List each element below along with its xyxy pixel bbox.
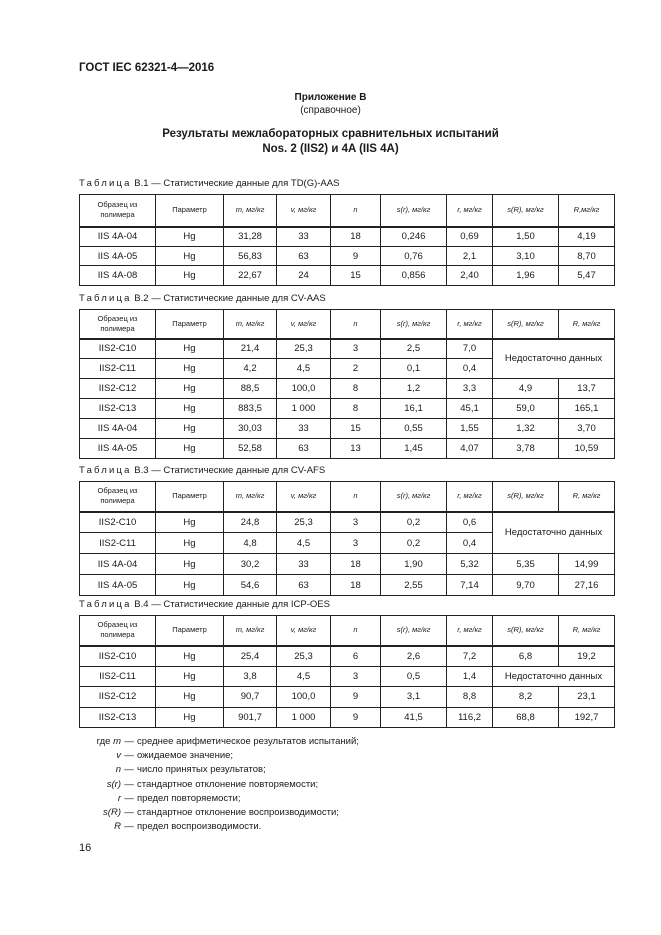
- cell: 3: [331, 533, 381, 554]
- cell: 25,3: [277, 339, 331, 359]
- col-header-sR: s(R), мг/кг: [493, 310, 559, 339]
- cell: 0,6: [447, 512, 493, 533]
- cell: 4,5: [277, 666, 331, 687]
- cell: 8: [331, 379, 381, 399]
- cell: 0,2: [381, 512, 447, 533]
- cell: 5,32: [447, 554, 493, 575]
- cell: 2: [331, 359, 381, 379]
- table-header-row: [80, 310, 615, 339]
- cell: 4,19: [559, 227, 615, 247]
- col-header-n: n: [331, 310, 381, 339]
- cell: 18: [331, 227, 381, 247]
- legend-symbol: v: [116, 750, 121, 762]
- cell: 4,9: [493, 379, 559, 399]
- cell: IIS2-C11: [80, 359, 156, 379]
- cell: Hg: [156, 687, 224, 708]
- col-header-parameter: Параметр: [156, 482, 224, 512]
- cell: 0,5: [381, 666, 447, 687]
- cell: 7,0: [447, 339, 493, 359]
- cell: 7,14: [447, 575, 493, 596]
- table-row: [80, 339, 615, 359]
- cell: 1,4: [447, 666, 493, 687]
- table-row: [80, 419, 615, 439]
- legend-symbol: R: [114, 821, 121, 833]
- legend-symbol: s(R): [103, 807, 121, 819]
- cell: 1,96: [493, 266, 559, 286]
- col-header-v: v, мг/кг: [277, 616, 331, 646]
- cell: 165,1: [559, 399, 615, 419]
- cell: 1,55: [447, 419, 493, 439]
- cell: IIS 4A-05: [80, 439, 156, 459]
- cell: 15: [331, 266, 381, 286]
- cell: 59,0: [493, 399, 559, 419]
- cell: 30,03: [224, 419, 277, 439]
- col-header-r: r, мг/кг: [447, 482, 493, 512]
- cell: 9,70: [493, 575, 559, 596]
- cell: 4,8: [224, 533, 277, 554]
- cell: 3,1: [381, 687, 447, 708]
- cell: 3,3: [447, 379, 493, 399]
- legend-item: [79, 820, 359, 834]
- cell: IIS2-C11: [80, 533, 156, 554]
- table-row: [80, 246, 615, 266]
- cell: 0,76: [381, 246, 447, 266]
- cell: 9: [331, 687, 381, 708]
- legend-text: предел повторяемости;: [137, 792, 241, 804]
- cell: 2,55: [381, 575, 447, 596]
- legend-text: стандартное отклонение воспроизводимости;: [137, 807, 339, 819]
- table-row: [80, 666, 615, 687]
- cell: 100,0: [277, 687, 331, 708]
- table-row: [80, 266, 615, 286]
- cell: 0,246: [381, 227, 447, 247]
- cell: 0,4: [447, 533, 493, 554]
- cell: 1,32: [493, 419, 559, 439]
- col-header-r: r, мг/кг: [447, 310, 493, 339]
- cell: 901,7: [224, 707, 277, 728]
- legend-text: среднее арифметическое результатов испытаний;: [137, 736, 359, 747]
- cell: 5,47: [559, 266, 615, 286]
- cell: 4,2: [224, 359, 277, 379]
- table-caption-b1: Таблица В.1 — Статистические данные для TD(G)-AAS: [79, 178, 340, 189]
- cell: 1,45: [381, 439, 447, 459]
- cell: 4,5: [277, 359, 331, 379]
- col-header-v: v, мг/кг: [277, 195, 331, 227]
- table-row: [80, 439, 615, 459]
- cell: 16,1: [381, 399, 447, 419]
- table-caption-b2: Таблица В.2 — Статистические данные для CV-AAS: [79, 293, 326, 304]
- cell: 8,70: [559, 246, 615, 266]
- cell: 90,7: [224, 687, 277, 708]
- col-header-n: n: [331, 482, 381, 512]
- cell: 2,40: [447, 266, 493, 286]
- cell: 13: [331, 439, 381, 459]
- cell: 30,2: [224, 554, 277, 575]
- legend-dash: —: [124, 764, 134, 776]
- cell: 22,67: [224, 266, 277, 286]
- legend-item: [79, 792, 359, 806]
- cell: 18: [331, 575, 381, 596]
- col-header-sR: s(R), мг/кг: [493, 616, 559, 646]
- standard-number: ГОСТ IEC 62321-4—2016: [79, 62, 215, 74]
- col-header-m: m, мг/кг: [224, 616, 277, 646]
- annex-note: (справочное): [300, 105, 361, 116]
- cell: Hg: [156, 575, 224, 596]
- legend-symbol: где m: [96, 736, 121, 747]
- col-header-v: v, мг/кг: [277, 482, 331, 512]
- cell: IIS 4A-04: [80, 227, 156, 247]
- cell: IIS2-C12: [80, 687, 156, 708]
- col-header-R: R, мг/кг: [559, 616, 615, 646]
- cell: Hg: [156, 266, 224, 286]
- cell: IIS2-C10: [80, 512, 156, 533]
- col-header-parameter: Параметр: [156, 310, 224, 339]
- legend-item: [79, 735, 359, 749]
- legend-dash: —: [124, 792, 134, 804]
- col-header-r: r, мг/кг: [447, 616, 493, 646]
- cell: Hg: [156, 339, 224, 359]
- cell: Hg: [156, 419, 224, 439]
- cell: 0,856: [381, 266, 447, 286]
- table-header-row: [80, 616, 615, 646]
- cell: Hg: [156, 359, 224, 379]
- cell: 8,2: [493, 687, 559, 708]
- cell: 25,3: [277, 512, 331, 533]
- col-header-sr: s(r), мг/кг: [381, 195, 447, 227]
- cell: 6,8: [493, 646, 559, 667]
- cell: IIS 4A-05: [80, 575, 156, 596]
- table-row: [80, 554, 615, 575]
- table-b3: [79, 481, 615, 596]
- legend-symbol: s(r): [106, 778, 121, 790]
- cell: Hg: [156, 707, 224, 728]
- legend-text: предел воспроизводимости.: [137, 821, 262, 833]
- legend-dash: —: [124, 736, 134, 747]
- cell: 4,07: [447, 439, 493, 459]
- col-header-n: n: [331, 195, 381, 227]
- table-row: [80, 379, 615, 399]
- cell: 13,7: [559, 379, 615, 399]
- legend-text: число принятых результатов;: [137, 764, 266, 776]
- cell: 2,1: [447, 246, 493, 266]
- cell: Hg: [156, 512, 224, 533]
- cell: 0,1: [381, 359, 447, 379]
- cell: 1,50: [493, 227, 559, 247]
- table-row: [80, 575, 615, 596]
- col-header-sample: Образец из полимера: [80, 310, 156, 339]
- col-header-sr: s(r), мг/кг: [381, 310, 447, 339]
- cell: 0,69: [447, 227, 493, 247]
- cell: 25,4: [224, 646, 277, 667]
- cell: IIS2-C12: [80, 379, 156, 399]
- cell: 5,35: [493, 554, 559, 575]
- cell: 0,55: [381, 419, 447, 439]
- cell: Hg: [156, 227, 224, 247]
- legend-item: [79, 778, 359, 792]
- col-header-r: r, мг/кг: [447, 195, 493, 227]
- col-header-m: m, мг/кг: [224, 195, 277, 227]
- cell: 4,5: [277, 533, 331, 554]
- cell: 10,59: [559, 439, 615, 459]
- cell: 24,8: [224, 512, 277, 533]
- cell: Hg: [156, 533, 224, 554]
- cell: 45,1: [447, 399, 493, 419]
- cell: 27,16: [559, 575, 615, 596]
- cell: 25,3: [277, 646, 331, 667]
- legend-item: [79, 763, 359, 777]
- cell: Hg: [156, 379, 224, 399]
- cell: 1,90: [381, 554, 447, 575]
- cell: 1 000: [277, 399, 331, 419]
- cell: 2,5: [381, 339, 447, 359]
- table-caption-b4: Таблица В.4 — Статистические данные для ICP-OES: [79, 599, 330, 610]
- cell: 19,2: [559, 646, 615, 667]
- cell: 7,2: [447, 646, 493, 667]
- cell: 1 000: [277, 707, 331, 728]
- cell: 1,2: [381, 379, 447, 399]
- cell: Hg: [156, 646, 224, 667]
- col-header-m: m, мг/кг: [224, 310, 277, 339]
- col-header-sample: Образец из полимера: [80, 616, 156, 646]
- cell: 63: [277, 246, 331, 266]
- legend-symbol: n: [115, 764, 121, 776]
- cell: 18: [331, 554, 381, 575]
- cell: 9: [331, 707, 381, 728]
- cell: 33: [277, 554, 331, 575]
- cell: IIS2-C13: [80, 707, 156, 728]
- cell: 0,4: [447, 359, 493, 379]
- cell: 33: [277, 419, 331, 439]
- legend-dash: —: [124, 821, 134, 833]
- table-header-row: [80, 195, 615, 227]
- cell: 9: [331, 246, 381, 266]
- cell: 23,1: [559, 687, 615, 708]
- section-heading-line1: Результаты межлабораторных сравнительных испытаний: [162, 128, 499, 140]
- cell: 3,78: [493, 439, 559, 459]
- cell: 54,6: [224, 575, 277, 596]
- table-row: [80, 227, 615, 247]
- col-header-sample: Образец из полимера: [80, 482, 156, 512]
- cell: IIS2-C11: [80, 666, 156, 687]
- legend-symbol: r: [117, 792, 121, 804]
- cell: 63: [277, 439, 331, 459]
- cell: Hg: [156, 399, 224, 419]
- col-header-R: R, мг/кг: [559, 310, 615, 339]
- legend-item: [79, 806, 359, 820]
- cell: 883,5: [224, 399, 277, 419]
- cell: 8,8: [447, 687, 493, 708]
- col-header-sr: s(r), мг/кг: [381, 616, 447, 646]
- cell: 3: [331, 666, 381, 687]
- cell: IIS 4A-04: [80, 554, 156, 575]
- col-header-sr: s(r), мг/кг: [381, 482, 447, 512]
- insufficient-data-cell: Недостаточно данных: [493, 512, 615, 554]
- cell: IIS2-C13: [80, 399, 156, 419]
- legend-text: стандартное отклонение повторяемости;: [137, 778, 319, 790]
- col-header-sR: s(R), мг/кг: [493, 195, 559, 227]
- cell: 2,6: [381, 646, 447, 667]
- table-row: [80, 399, 615, 419]
- legend-dash: —: [124, 778, 134, 790]
- cell: 52,58: [224, 439, 277, 459]
- table-header-row: [80, 482, 615, 512]
- table-b1: [79, 194, 615, 286]
- legend-item: [79, 749, 359, 763]
- cell: 0,2: [381, 533, 447, 554]
- page-number: 16: [79, 842, 92, 854]
- cell: 88,5: [224, 379, 277, 399]
- cell: IIS 4A-05: [80, 246, 156, 266]
- table-b2: [79, 309, 615, 459]
- cell: 56,83: [224, 246, 277, 266]
- cell: 63: [277, 575, 331, 596]
- col-header-R: R, мг/кг: [559, 482, 615, 512]
- legend-text: ожидаемое значение;: [137, 750, 234, 762]
- col-header-R: R,мг/кг: [559, 195, 615, 227]
- col-header-parameter: Параметр: [156, 616, 224, 646]
- annex-title: Приложение В: [294, 92, 367, 103]
- table-row: [80, 687, 615, 708]
- table-b4: [79, 615, 615, 728]
- col-header-v: v, мг/кг: [277, 310, 331, 339]
- cell: 3,70: [559, 419, 615, 439]
- table-row: [80, 512, 615, 533]
- cell: IIS2-C10: [80, 339, 156, 359]
- cell: 21,4: [224, 339, 277, 359]
- table-caption-b3: Таблица В.3 — Статистические данные для CV-AFS: [79, 465, 326, 476]
- cell: 41,5: [381, 707, 447, 728]
- col-header-sample: Образец из полимера: [80, 195, 156, 227]
- cell: Hg: [156, 666, 224, 687]
- cell: 15: [331, 419, 381, 439]
- col-header-m: m, мг/кг: [224, 482, 277, 512]
- col-header-parameter: Параметр: [156, 195, 224, 227]
- cell: 192,7: [559, 707, 615, 728]
- col-header-n: n: [331, 616, 381, 646]
- cell: IIS 4A-04: [80, 419, 156, 439]
- cell: IIS2-C10: [80, 646, 156, 667]
- table-row: [80, 646, 615, 667]
- cell: 24: [277, 266, 331, 286]
- cell: Hg: [156, 554, 224, 575]
- col-header-sR: s(R), мг/кг: [493, 482, 559, 512]
- cell: 31,28: [224, 227, 277, 247]
- cell: 68,8: [493, 707, 559, 728]
- legend-dash: —: [124, 750, 134, 762]
- cell: 3,8: [224, 666, 277, 687]
- insufficient-data-cell: Недостаточно данных: [493, 339, 615, 379]
- cell: 14,99: [559, 554, 615, 575]
- cell: Hg: [156, 439, 224, 459]
- cell: 100,0: [277, 379, 331, 399]
- symbols-legend: [79, 735, 359, 834]
- cell: 3,10: [493, 246, 559, 266]
- insufficient-data-cell: Недостаточно данных: [493, 666, 615, 687]
- legend-dash: —: [124, 807, 134, 819]
- cell: 116,2: [447, 707, 493, 728]
- cell: IIS 4A-08: [80, 266, 156, 286]
- cell: 6: [331, 646, 381, 667]
- section-heading-line2: Nos. 2 (IIS2) и 4A (IIS 4A): [262, 143, 399, 155]
- cell: 3: [331, 339, 381, 359]
- table-row: [80, 707, 615, 728]
- cell: 3: [331, 512, 381, 533]
- cell: Hg: [156, 246, 224, 266]
- cell: 8: [331, 399, 381, 419]
- cell: 33: [277, 227, 331, 247]
